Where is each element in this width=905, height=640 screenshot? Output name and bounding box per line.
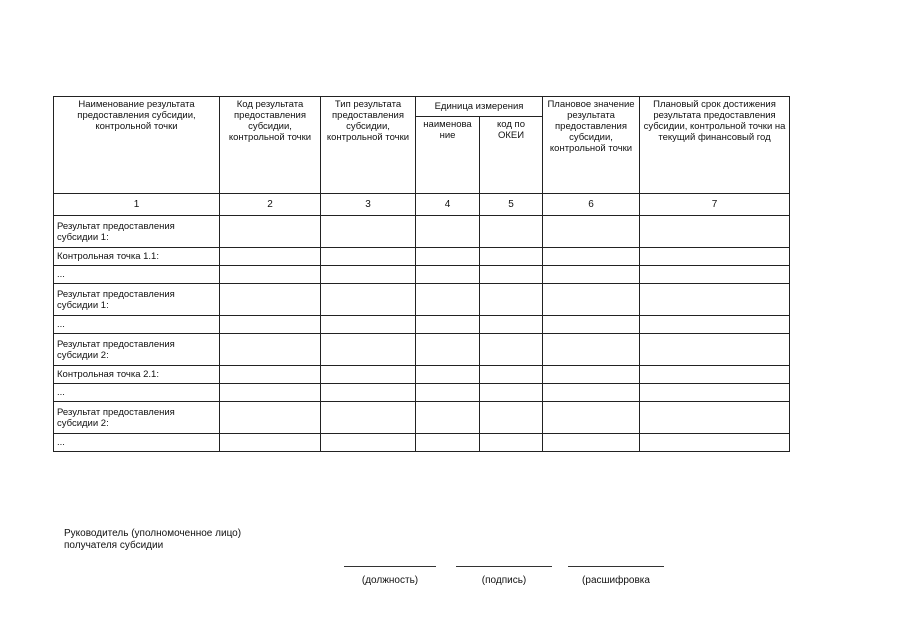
table-cell <box>543 248 640 266</box>
header-result-type: Тип результата предоставления субсидии, контрольной точки <box>321 97 416 194</box>
table-cell <box>321 216 416 248</box>
column-number: 7 <box>640 194 790 216</box>
header-planned-term: Плановый срок достижения результата предоставления субсидии, контрольной точки на текущий финансовый год <box>640 97 790 194</box>
table-cell <box>321 248 416 266</box>
table-row <box>54 334 790 366</box>
table-cell <box>543 284 640 316</box>
table-cell <box>543 434 640 452</box>
table-cell <box>416 384 480 402</box>
table-cell <box>321 266 416 284</box>
row-label: Контрольная точка 2.1: <box>54 366 220 384</box>
table-cell <box>321 284 416 316</box>
table-cell <box>416 334 480 366</box>
table-cell <box>480 434 543 452</box>
table-cell <box>480 402 543 434</box>
header-result-name: Наименование результата предоставления субсидии, контрольной точки <box>54 97 220 194</box>
column-number: 4 <box>416 194 480 216</box>
column-number: 2 <box>220 194 321 216</box>
table-row <box>54 266 790 284</box>
table-cell <box>480 248 543 266</box>
position-line <box>344 566 436 567</box>
table-cell <box>321 434 416 452</box>
table-cell <box>416 366 480 384</box>
header-unit-code: код по ОКЕИ <box>480 117 543 194</box>
row-label: Результат предоставления субсидии 1: <box>54 284 220 316</box>
table-cell <box>640 334 790 366</box>
decoding-caption: (расшифровка <box>582 575 650 586</box>
signature-line <box>456 566 552 567</box>
table-cell <box>321 402 416 434</box>
table-cell <box>543 366 640 384</box>
table-cell <box>416 284 480 316</box>
table-cell <box>220 334 321 366</box>
table-cell <box>640 216 790 248</box>
table-cell <box>640 316 790 334</box>
table-cell <box>543 216 640 248</box>
row-label: ... <box>54 434 220 452</box>
table-row <box>54 284 790 316</box>
table-cell <box>543 266 640 284</box>
table-cell <box>480 384 543 402</box>
row-label: Результат предоставления субсидии 1: <box>54 216 220 248</box>
table-cell <box>321 334 416 366</box>
row-label: ... <box>54 384 220 402</box>
row-label: ... <box>54 266 220 284</box>
table-cell <box>543 402 640 434</box>
table-cell <box>480 284 543 316</box>
header-planned-value: Плановое значение результата предоставления субсидии, контрольной точки <box>543 97 640 194</box>
table-cell <box>321 384 416 402</box>
column-number: 6 <box>543 194 640 216</box>
table-cell <box>416 266 480 284</box>
header-unit-name: наименова ние <box>416 117 480 194</box>
column-number: 3 <box>321 194 416 216</box>
table-row <box>54 366 790 384</box>
table-cell <box>640 248 790 266</box>
table-cell <box>480 266 543 284</box>
table-cell <box>416 216 480 248</box>
table-cell <box>480 216 543 248</box>
table-cell <box>640 384 790 402</box>
table-row <box>54 384 790 402</box>
table-cell <box>480 334 543 366</box>
table-cell <box>220 316 321 334</box>
table-cell <box>220 434 321 452</box>
results-table <box>53 96 790 452</box>
table-cell <box>640 434 790 452</box>
header-result-code: Код результата предоставления субсидии, контрольной точки <box>220 97 321 194</box>
table-row <box>54 248 790 266</box>
row-label: Результат предоставления субсидии 2: <box>54 334 220 366</box>
table-cell <box>220 284 321 316</box>
table-cell <box>220 266 321 284</box>
row-label: Контрольная точка 1.1: <box>54 248 220 266</box>
decoding-line <box>568 566 664 567</box>
table-row <box>54 316 790 334</box>
table-row <box>54 434 790 452</box>
table-cell <box>321 366 416 384</box>
column-number: 1 <box>54 194 220 216</box>
table-cell <box>543 384 640 402</box>
table-cell <box>640 266 790 284</box>
table-cell <box>416 434 480 452</box>
signer-title: Руководитель (уполномоченное лицо) получателя субсидии <box>64 528 242 551</box>
table-cell <box>543 334 640 366</box>
table-cell <box>220 366 321 384</box>
table-cell <box>220 402 321 434</box>
table-cell <box>480 316 543 334</box>
table-cell <box>640 366 790 384</box>
table-cell <box>416 402 480 434</box>
position-caption: (должность) <box>361 575 419 586</box>
table-cell <box>416 248 480 266</box>
table-cell <box>220 216 321 248</box>
signature-caption: (подпись) <box>481 575 527 586</box>
column-number: 5 <box>480 194 543 216</box>
column-numbers-row <box>54 194 790 216</box>
table-cell <box>321 316 416 334</box>
table-cell <box>480 366 543 384</box>
table-cell <box>220 248 321 266</box>
table-cell <box>416 316 480 334</box>
table-cell <box>640 402 790 434</box>
table-cell <box>640 284 790 316</box>
table-row <box>54 402 790 434</box>
header-unit-group: Единица измерения <box>416 97 543 117</box>
table-row <box>54 216 790 248</box>
table-cell <box>543 316 640 334</box>
table-cell <box>220 384 321 402</box>
row-label: Результат предоставления субсидии 2: <box>54 402 220 434</box>
row-label: ... <box>54 316 220 334</box>
